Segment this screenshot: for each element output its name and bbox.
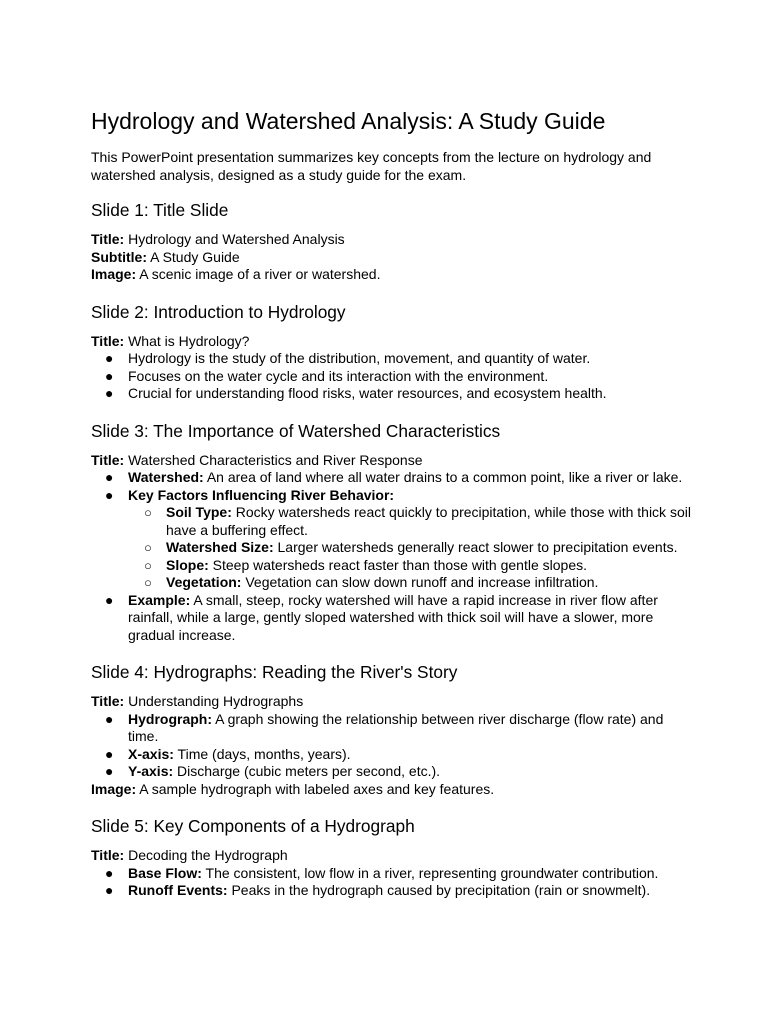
list-item [91,592,691,645]
title-label: Title: [91,451,125,468]
list-item [91,882,691,900]
item-label: Y-axis: [128,763,174,779]
slide-2-bullet-list [91,350,691,403]
bullet-icon: ● [105,486,114,503]
slide-1-image-line [91,266,691,284]
bullet-icon: ● [105,745,114,762]
list-item [91,350,691,368]
slide-2-title-line [91,333,691,351]
list-item [91,487,691,592]
hollow-bullet-icon: ○ [144,575,152,590]
item-label: Runoff Events: [128,882,228,898]
factor-label: Watershed Size: [166,539,274,555]
title-value: Decoding the Hydrograph [124,847,288,863]
bullet-icon: ● [105,350,114,366]
list-item-text: Focuses on the water cycle and its interaction with the environment. [128,367,549,384]
bullet-icon: ● [105,385,114,401]
sub-list-item [128,539,691,557]
slide-3-section [91,419,691,645]
slide-5-title-line [91,847,691,865]
title-label: Title: [91,332,125,349]
slide-1-subtitle-line [91,249,691,267]
factor-text: Vegetation can slow down runoff and increase infiltration. [241,574,599,590]
bullet-icon: ● [105,710,114,727]
slide-5-section [91,814,691,900]
list-item-text: Hydrology is the study of the distribution, movement, and quantity of water. [128,350,591,366]
image-value: A sample hydrograph with labeled axes and key features. [136,780,495,797]
document-title: Hydrology and Watershed Analysis: A Study Guide [91,108,606,134]
factor-label: Slope: [166,556,209,573]
title-value: What is Hydrology? [124,332,250,349]
sub-list-item [128,504,691,539]
list-item-text: Crucial for understanding flood risks, water resources, and ecosystem health. [128,385,607,401]
bullet-icon: ● [105,591,114,608]
document-page [91,104,691,900]
watershed-text: An area of land where all water drains to a common point, like a river or lake. [203,469,683,485]
intro-paragraph: This PowerPoint presentation summarizes key concepts from the lecture on hydrology and watershed analysis, designed as a study guide for the exam. [91,149,652,183]
item-text: The consistent, low flow in a river, representing groundwater contribution. [201,864,659,881]
image-label: Image: [91,266,137,282]
item-text: Peaks in the hydrograph caused by precipitation (rain or snowmelt). [227,882,651,898]
item-label: X-axis: [128,745,174,762]
slide-3-heading: Slide 3: The Importance of Watershed Characteristics [91,420,501,441]
slide-1-section [91,198,691,284]
example-label: Example: [128,591,191,608]
slide-4-bullet-list [91,711,691,781]
item-text: A graph showing the relationship between river discharge (flow rate) and time. [128,710,664,744]
list-item [91,469,691,487]
bullet-icon: ● [105,763,114,779]
slide-1-title-line [91,231,691,249]
list-item [91,368,691,386]
slide-4-section [91,660,691,798]
list-item [91,763,691,781]
slide-4-title-line [91,693,691,711]
hollow-bullet-icon: ○ [144,540,152,555]
factor-text: Steep watersheds react faster than those with gentle slopes. [208,556,587,573]
item-label: Hydrograph: [128,710,212,727]
title-label: Title: [91,231,125,247]
hollow-bullet-icon: ○ [144,505,152,520]
title-label: Title: [91,847,125,863]
bullet-icon: ● [105,367,114,384]
example-text: A small, steep, rocky watershed will have a rapid increase in river flow after rainfall, while a large, gently sloped watershed with thick soil will have a slower, more gradual increase. [128,591,658,643]
title-label: Title: [91,693,125,709]
sub-list-item [128,574,691,592]
list-item [91,385,691,403]
title-value: Hydrology and Watershed Analysis [124,231,345,247]
item-label: Base Flow: [128,864,202,881]
factors-label: Key Factors Influencing River Behavior: [128,486,395,503]
title-value: Watershed Characteristics and River Response [124,451,423,468]
image-value: A scenic image of a river or watershed. [136,266,381,282]
list-item [91,711,691,746]
bullet-icon: ● [105,882,114,898]
list-item [91,865,691,883]
watershed-label: Watershed: [128,469,204,485]
sub-list-item [128,557,691,575]
slide-4-image-line [91,781,691,799]
hollow-bullet-icon: ○ [144,557,152,573]
image-label: Image: [91,780,137,797]
slide-1-heading: Slide 1: Title Slide [91,200,229,220]
slide-3-bullet-list [91,469,691,644]
bullet-icon: ● [105,469,114,485]
title-value: Understanding Hydrographs [124,693,304,709]
slide-4-heading: Slide 4: Hydrographs: Reading the River's Story [91,662,458,682]
subtitle-value: A Study Guide [147,248,240,265]
slide-3-title-line [91,452,691,470]
factor-text: Rocky watersheds react quickly to precipitation, while those with thick soil have a buffering effect. [166,504,691,538]
item-text: Discharge (cubic meters per second, etc.). [173,763,441,779]
factor-text: Larger watersheds generally react slower to precipitation events. [273,539,678,555]
factor-label: Vegetation: [166,574,242,590]
slide-2-section [91,300,691,403]
slide-5-bullet-list [91,865,691,900]
factors-sublist [128,504,691,592]
subtitle-label: Subtitle: [91,248,147,265]
slide-5-heading: Slide 5: Key Components of a Hydrograph [91,816,415,836]
slide-2-heading: Slide 2: Introduction to Hydrology [91,301,346,322]
bullet-icon: ● [105,864,114,881]
list-item [91,746,691,764]
item-text: Time (days, months, years). [173,745,351,762]
factor-label: Soil Type: [166,504,232,520]
